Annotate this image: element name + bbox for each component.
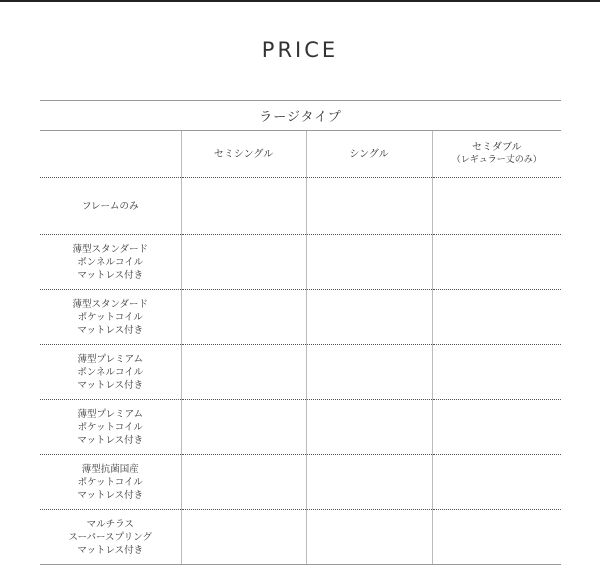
row-label-line: フレームのみ xyxy=(81,200,139,212)
price-table xyxy=(40,100,561,565)
table-row xyxy=(40,345,561,400)
row-label-line: ポケットコイル xyxy=(77,311,143,323)
row-label xyxy=(40,178,181,235)
row-label-line: マットレス付き xyxy=(77,434,144,446)
row-label xyxy=(40,290,181,345)
table-row xyxy=(40,400,561,455)
top-border-line xyxy=(0,0,600,2)
semi-double-note: （レギュラー丈のみ） xyxy=(451,155,542,165)
price-cell-semi-single xyxy=(181,510,306,565)
row-label xyxy=(40,510,181,565)
price-cell-semi-double xyxy=(432,455,561,510)
price-cell-single xyxy=(306,455,432,510)
price-cell-single xyxy=(306,345,432,400)
table-row xyxy=(40,510,561,565)
row-label-line: マットレス付き xyxy=(77,324,144,336)
price-cell-single xyxy=(306,510,432,565)
col-header-semi-single: セミシングル xyxy=(181,131,306,178)
table-row xyxy=(40,455,561,510)
row-label-line: スーパースプリング xyxy=(68,531,152,543)
row-label xyxy=(40,455,181,510)
price-cell-semi-single xyxy=(181,178,306,235)
page-title: PRICE xyxy=(261,38,339,62)
row-label xyxy=(40,235,181,290)
row-label-line: 薄型スタンダード xyxy=(72,243,149,255)
row-label-line: マットレス付き xyxy=(77,379,144,391)
price-cell-semi-double xyxy=(432,400,561,455)
table-row xyxy=(40,290,561,345)
price-cell-semi-double xyxy=(432,510,561,565)
price-cell-semi-double xyxy=(432,235,561,290)
type-header-row xyxy=(40,101,561,131)
row-label-line: ボンネルコイル xyxy=(77,256,144,268)
price-cell-semi-double xyxy=(432,290,561,345)
table-row xyxy=(40,235,561,290)
empty-header-cell xyxy=(40,131,181,178)
row-label xyxy=(40,345,181,400)
price-cell-semi-single xyxy=(181,345,306,400)
row-label-line: 薄型プレミアム xyxy=(77,353,143,365)
size-header-row xyxy=(40,131,561,178)
price-cell-semi-single xyxy=(181,235,306,290)
type-label: ラージタイプ xyxy=(40,101,561,131)
price-cell-single xyxy=(306,290,432,345)
price-cell-semi-single xyxy=(181,400,306,455)
price-cell-semi-single xyxy=(181,455,306,510)
price-cell-semi-double xyxy=(432,345,561,400)
row-label-line: マットレス付き xyxy=(77,544,144,556)
semi-double-label: セミダブル xyxy=(471,142,522,153)
row-label-line: ポケットコイル xyxy=(77,476,143,488)
row-label-line: 薄型スタンダード xyxy=(72,298,149,310)
col-header-single: シングル xyxy=(306,131,432,178)
col-header-semi-double xyxy=(432,131,561,178)
price-cell-semi-single xyxy=(181,290,306,345)
row-label-line: マットレス付き xyxy=(77,269,144,281)
row-label-line: ポケットコイル xyxy=(77,421,143,433)
table-row xyxy=(40,178,561,235)
row-label-line: 薄型抗菌国産 xyxy=(81,463,139,475)
price-cell-single xyxy=(306,400,432,455)
row-label-line: ボンネルコイル xyxy=(77,366,144,378)
price-cell-single xyxy=(306,235,432,290)
row-label-line: マルチラス xyxy=(86,518,134,530)
row-label-line: 薄型プレミアム xyxy=(77,408,143,420)
price-cell-single xyxy=(306,178,432,235)
row-label-line: マットレス付き xyxy=(77,489,144,501)
row-label xyxy=(40,400,181,455)
price-cell-semi-double xyxy=(432,178,561,235)
